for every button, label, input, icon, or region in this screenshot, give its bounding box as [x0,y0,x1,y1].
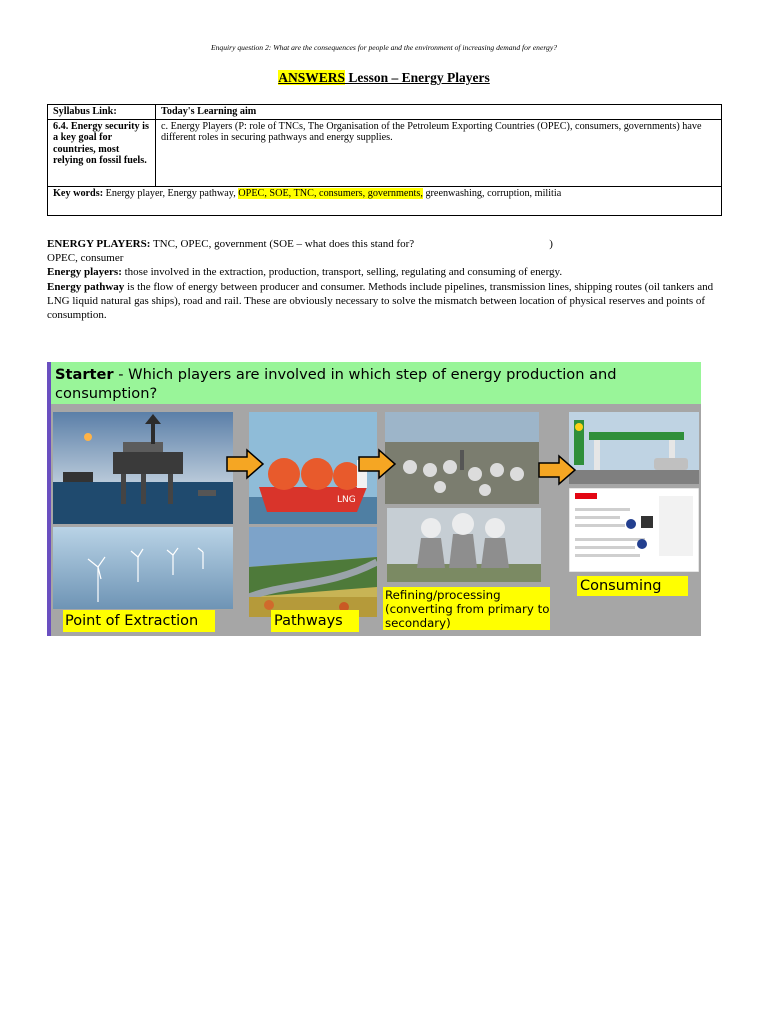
definition-energy-players [47,265,727,279]
starter-slide [47,362,701,636]
arrow-icon [357,448,397,480]
ship-lng-text: LNG [337,495,356,505]
starter-header [51,362,701,404]
energy-bill-photo [569,488,699,572]
key-words-cell [48,186,722,215]
definition-term: Energy pathway [47,280,125,293]
definition-energy-pathway [47,280,727,323]
key-words-label: Key words: [53,187,104,199]
power-station-photo [387,508,541,582]
energy-players-line [47,237,727,251]
label-point-of-extraction: Point of Extraction [63,610,215,632]
key-words-plain-2: greenwashing, corruption, militia [422,187,562,199]
syllabus-link-header: Syllabus Link: [48,105,156,120]
enquiry-question: Enquiry question 2: What are the consequences for people and the environment of increasing demand for energy? [210,43,557,52]
definition-text: those involved in the extraction, production, transport, selling, regulating and consuming of energy. [121,266,563,279]
refinery-photo [385,412,539,504]
key-words-highlighted: OPEC, SOE, TNC, consumers, governments, [238,187,423,199]
arrow-icon [225,448,265,480]
lesson-title-rest: Lesson – Energy Players [345,70,490,85]
answers-highlight: ANSWERS [278,70,346,85]
label-consuming: Consuming [577,576,688,596]
label-pathways: Pathways [271,610,359,632]
learning-aim-text: c. Energy Players (P: role of TNCs, The Organisation of the Petroleum Exporting Countries (OPEC), consumers, governments) have different roles in securing pathways and energy supplies. [156,119,722,186]
pipeline-photo [249,527,377,617]
learning-aim-header: Today's Learning aim [156,105,722,120]
lesson-title [0,70,768,86]
energy-players-text: TNC, OPEC, government (SOE – what does this stand for? [150,238,415,250]
label-refining-processing: Refining/processing (converting from primary to secondary) [385,588,550,630]
key-words-plain-1: Energy player, Energy pathway, [103,187,239,199]
definition-text: is the flow of energy between producer and consumer. Methods include pipelines, transmission lines, shipping routes (oil tankers and LNG liquid natural gas ships), road and rail. These are obviously necessary to solve the mismatch between location of physical reserves and points of consumption. [47,280,714,322]
petrol-station-photo [569,412,699,484]
wind-farm-photo [53,527,233,609]
oil-rig-photo [53,412,233,524]
arrow-icon [537,454,577,486]
definition-term: Energy players: [47,266,122,279]
starter-label: Starter [55,366,114,383]
energy-players-close: ) [549,238,553,250]
syllabus-link-text: 6.4. Energy security is a key goal for countries, most relying on fossil fuels. [48,119,156,186]
energy-notes [47,237,727,322]
energy-players-label: ENERGY PLAYERS: [47,238,151,250]
starter-question: - Which players are involved in which step of energy production and consumption? [55,366,617,402]
energy-players-line2: OPEC, consumer [47,252,124,265]
syllabus-table [47,104,722,216]
